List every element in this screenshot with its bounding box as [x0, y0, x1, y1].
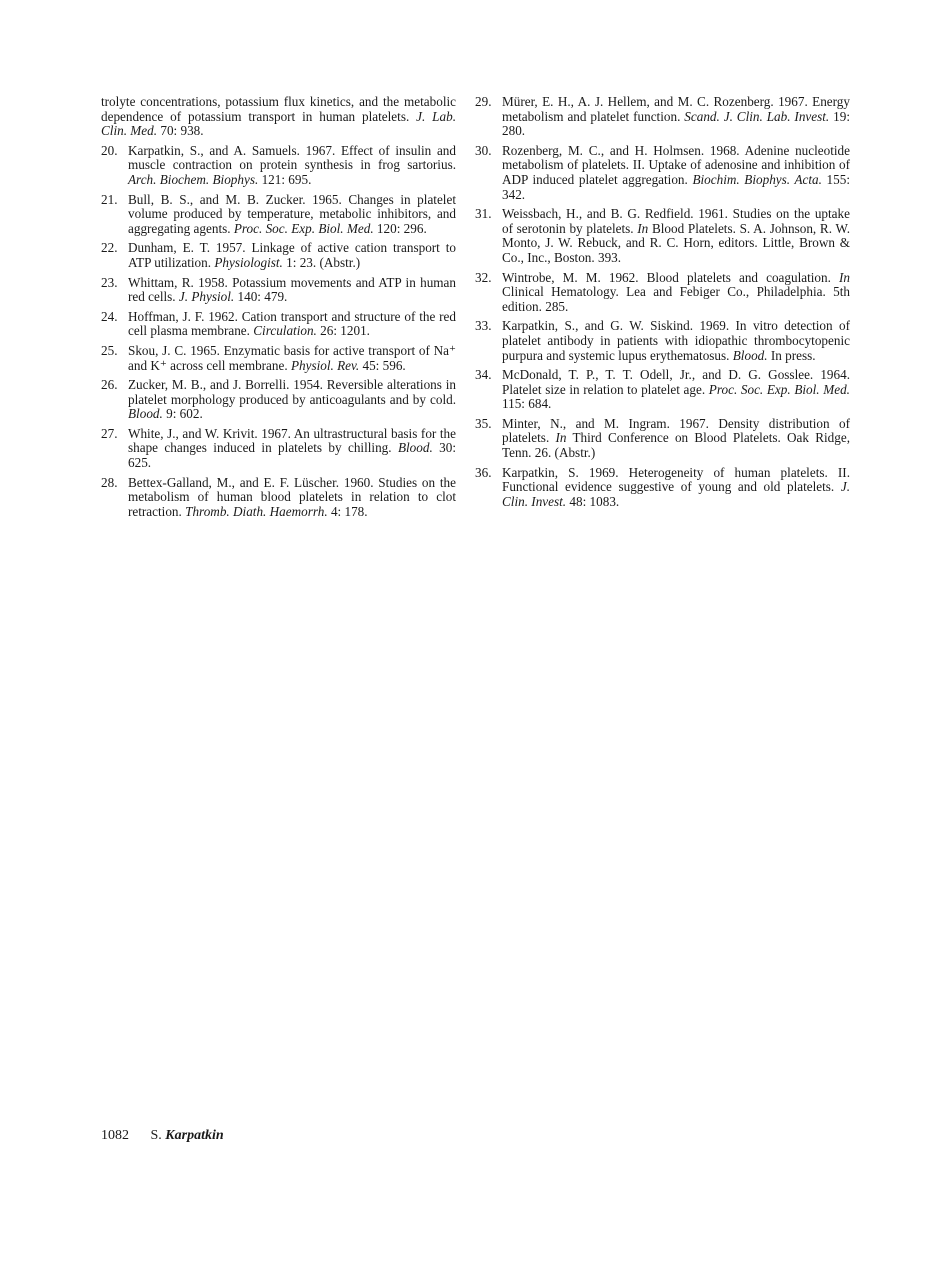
reference-plain-text: Hoffman, J. F. 1962. Cation transport and structure of the red cell plasma membrane.	[128, 308, 456, 339]
reference-plain-text: Weissbach, H., and B. G. Redfield. 1961. Studies on the uptake of serotonin by platelets.	[502, 206, 850, 236]
reference-number: 33.	[475, 318, 492, 334]
reference-number: 28.	[101, 474, 118, 490]
reference-entry	[101, 476, 456, 520]
reference-text	[502, 465, 850, 509]
reference-italic-text: Biochim. Biophys. Acta.	[692, 171, 822, 187]
reference-italic-text: Circulation.	[253, 323, 317, 339]
reference-plain-text: White, J., and W. Krivit. 1967. An ultrastructural basis for the shape changes induced in platelets by chilling.	[128, 425, 456, 456]
reference-number: 35.	[475, 415, 492, 431]
reference-entry	[475, 368, 850, 412]
reference-number: 25.	[101, 342, 118, 358]
reference-entry	[101, 427, 456, 471]
reference-number: 23.	[101, 274, 118, 290]
references-left-column	[101, 95, 456, 524]
reference-plain-text: 45: 596.	[359, 357, 406, 373]
reference-italic-text: J. Lab. Clin. Med.	[101, 108, 456, 139]
reference-plain-text: Wintrobe, M. M. 1962. Blood platelets and coagulation.	[502, 269, 839, 285]
reference-number: 26.	[101, 377, 118, 393]
reference-plain-text: 4: 178.	[327, 503, 368, 519]
running-head-author	[151, 1128, 224, 1143]
reference-text	[128, 143, 456, 187]
reference-entry	[101, 241, 456, 270]
reference-plain-text: Bull, B. S., and M. B. Zucker. 1965. Changes in platelet volume produced by temperature, metabolic inhibitors, and aggregating agents.	[128, 191, 456, 236]
reference-number: 31.	[475, 206, 492, 222]
reference-plain-text: Rozenberg, M. C., and H. Holmsen. 1968. Adenine nucleotide metabolism of platelets. II. Uptake of adenosine and inhibition of ADP induced platelet aggregation.	[502, 142, 850, 187]
author-initial: S.	[150, 1128, 162, 1143]
reference-text	[502, 270, 850, 314]
reference-italic-text: Blood.	[128, 406, 163, 422]
reference-plain-text: Karpatkin, S. 1969. Heterogeneity of human platelets. II. Functional evidence suggestive of young and old platelets.	[502, 464, 850, 495]
reference-text	[128, 426, 456, 470]
reference-plain-text: trolyte concentrations, potassium flux kinetics, and the metabolic dependence of potassium transport in human platelets.	[101, 94, 456, 124]
reference-text	[128, 377, 456, 421]
reference-entry	[101, 310, 456, 339]
reference-plain-text: 70: 938.	[157, 123, 204, 139]
reference-italic-text: Arch. Biochem. Biophys.	[128, 171, 259, 187]
reference-entry	[101, 378, 456, 422]
reference-plain-text: 140: 479.	[234, 289, 288, 305]
reference-number: 30.	[475, 142, 492, 158]
reference-text	[128, 343, 456, 373]
reference-text	[128, 275, 456, 305]
reference-plain-text: 155: 342.	[502, 171, 850, 202]
reference-plain-text: Bettex-Galland, M., and E. F. Lüscher. 1960. Studies on the metabolism of human blood platelets in relation to clot retraction.	[128, 474, 456, 519]
reference-italic-text: Physiologist.	[214, 254, 283, 270]
reference-plain-text: Karpatkin, S., and A. Samuels. 1967. Effect of insulin and muscle contraction on protein synthesis in frog sartorius.	[128, 142, 456, 173]
page-footer	[101, 1128, 224, 1144]
reference-plain-text: 1: 23. (Abstr.)	[282, 254, 361, 270]
reference-entry	[101, 344, 456, 373]
reference-entry	[475, 319, 850, 363]
reference-entry	[475, 207, 850, 265]
reference-text	[502, 367, 850, 411]
reference-text	[128, 240, 456, 270]
reference-italic-text: Scand. J. Clin. Lab. Invest.	[684, 108, 830, 124]
reference-number: 36.	[475, 464, 492, 480]
reference-italic-text: J. Clin. Invest.	[502, 479, 850, 509]
reference-text	[128, 192, 456, 236]
reference-plain-text: McDonald, T. P., T. T. Odell, Jr., and D. G. Gosslee. 1964. Platelet size in relation to platelet age.	[502, 367, 850, 397]
reference-number: 20.	[101, 142, 118, 158]
reference-entry	[475, 466, 850, 510]
reference-plain-text: In press.	[767, 347, 816, 363]
reference-plain-text: 121: 695.	[258, 171, 312, 187]
reference-entry	[475, 144, 850, 202]
reference-text	[128, 475, 456, 519]
reference-plain-text: 9: 602.	[162, 406, 203, 422]
author-last-name: Karpatkin	[165, 1128, 224, 1143]
reference-plain-text: Blood Platelets. S. A. Johnson, R. W. Monto, J. W. Rebuck, and R. C. Horn, editors. Little, Brown & Co., Inc., Boston. 393.	[502, 220, 851, 265]
reference-plain-text: Dunham, E. T. 1957. Linkage of active cation transport to ATP utilization.	[128, 240, 456, 270]
reference-plain-text: Clinical Hematology. Lea and Febiger Co., Philadelphia. 5th edition. 285.	[502, 284, 850, 314]
reference-plain-text: Third Conference on Blood Platelets. Oak Ridge, Tenn. 26. (Abstr.)	[502, 430, 850, 461]
reference-text	[502, 318, 850, 362]
reference-number: 32.	[475, 269, 492, 285]
reference-italic-text: In	[637, 220, 649, 236]
reference-plain-text: Karpatkin, S., and G. W. Siskind. 1969. In vitro detection of platelet antibody in patients with idiopathic thrombocytopenic purpura and systemic lupus erythematosus.	[502, 318, 850, 363]
reference-plain-text: Minter, N., and M. Ingram. 1967. Density distribution of platelets.	[502, 415, 850, 446]
reference-italic-text: In	[839, 269, 850, 285]
reference-plain-text: 115: 684.	[502, 396, 552, 412]
reference-plain-text: Mürer, E. H., A. J. Hellem, and M. C. Rozenberg. 1967. Energy metabolism and platelet function.	[502, 94, 850, 124]
reference-plain-text: Skou, J. C. 1965. Enzymatic basis for active transport of Na⁺ and K⁺ across cell membrane.	[128, 342, 456, 373]
reference-number: 34.	[475, 367, 492, 383]
reference-entry	[101, 144, 456, 188]
reference-number: 27.	[101, 425, 118, 441]
reference-plain-text: 120: 296.	[373, 220, 427, 236]
reference-italic-text: Proc. Soc. Exp. Biol. Med.	[233, 220, 374, 236]
reference-entry	[475, 417, 850, 461]
reference-italic-text: J. Physiol.	[178, 289, 235, 305]
reference-plain-text: Whittam, R. 1958. Potassium movements and ATP in human red cells.	[128, 274, 456, 305]
reference-plain-text: 19: 280.	[502, 108, 850, 139]
reference-entry	[101, 193, 456, 237]
references-right-column	[475, 95, 850, 514]
reference-number: 22.	[101, 240, 118, 256]
page-number: 1082	[101, 1128, 129, 1143]
reference-text	[502, 143, 850, 202]
reference-italic-text: Physiol. Rev.	[290, 357, 360, 373]
reference-entry	[475, 95, 850, 139]
reference-text	[502, 94, 850, 138]
reference-entry	[475, 271, 850, 315]
reference-italic-text: Thromb. Diath. Haemorrh.	[185, 503, 328, 519]
reference-plain-text: 26: 1201.	[316, 323, 370, 339]
reference-text	[101, 94, 456, 138]
reference-italic-text: Blood.	[732, 347, 768, 363]
reference-plain-text: 30: 625.	[128, 440, 457, 471]
reference-plain-text: 48: 1083.	[566, 493, 620, 509]
reference-plain-text: Zucker, M. B., and J. Borrelli. 1954. Reversible alterations in platelet morphology produced by anticoagulants and by cold.	[128, 377, 456, 407]
reference-italic-text: Blood.	[397, 440, 433, 456]
reference-number: 21.	[101, 191, 118, 207]
reference-text	[502, 416, 850, 460]
reference-entry	[101, 276, 456, 305]
reference-number: 24.	[101, 308, 118, 324]
reference-number: 29.	[475, 94, 492, 109]
reference-italic-text: Proc. Soc. Exp. Biol. Med.	[708, 381, 850, 397]
reference-text	[502, 206, 850, 265]
reference-entry	[101, 95, 456, 139]
reference-text	[128, 309, 456, 339]
reference-italic-text: In	[555, 430, 567, 446]
